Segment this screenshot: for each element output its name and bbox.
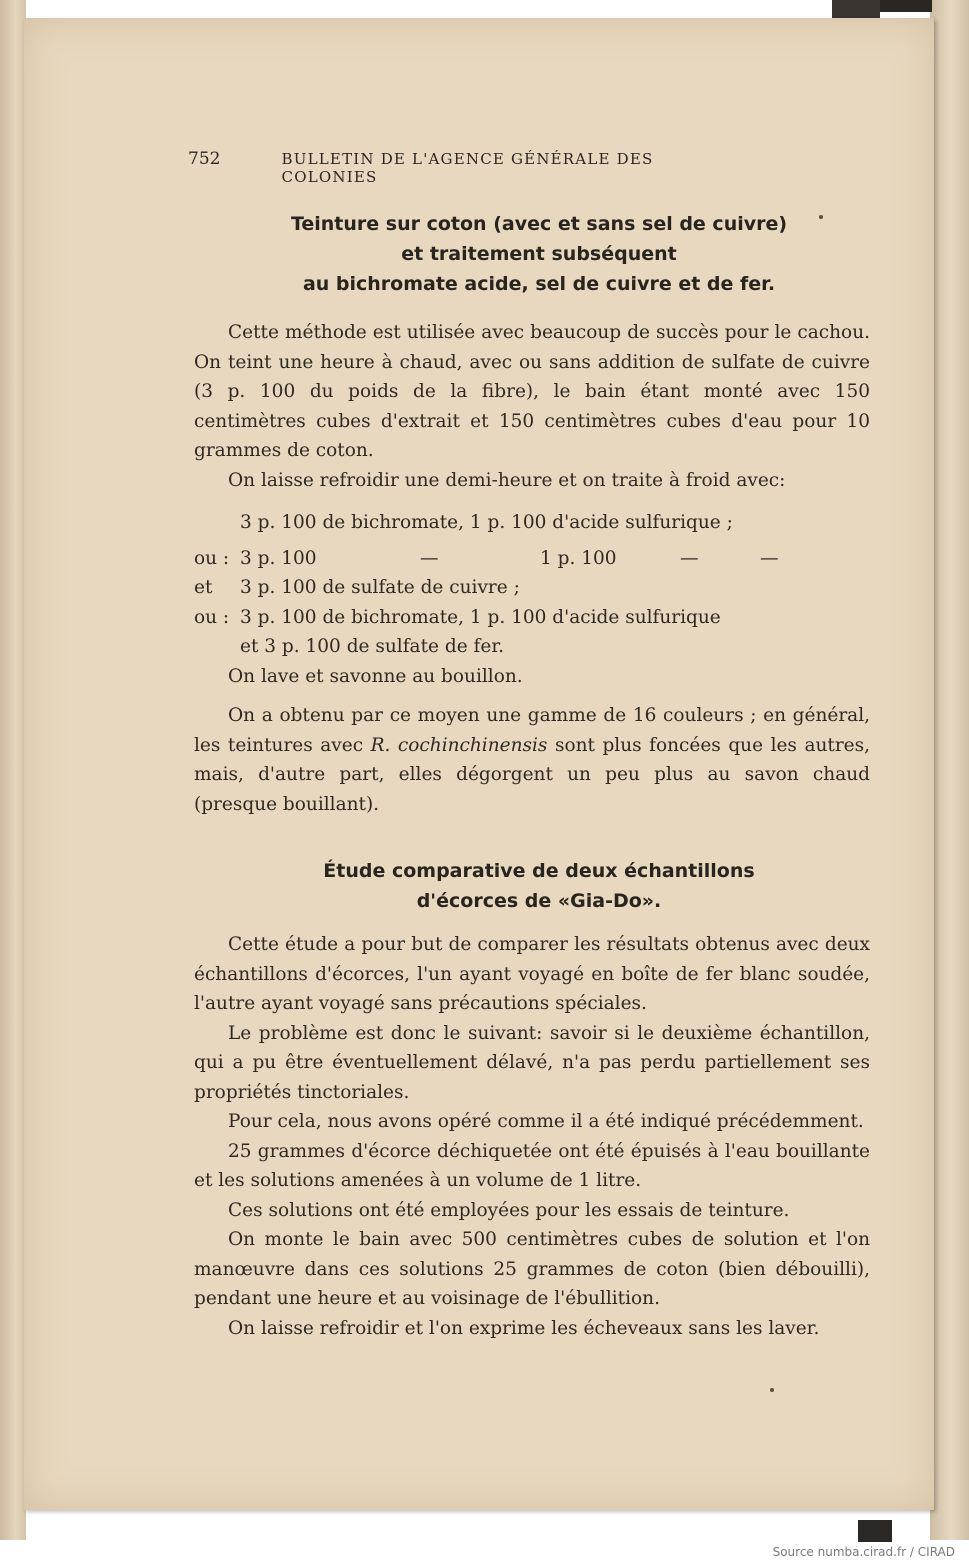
header-title: BULLETIN DE L'AGENCE GÉNÉRALE DES COLONIES [281,150,654,186]
species-name: R. cochinchinensis [370,734,548,756]
binding-corner-top-dark [880,0,932,12]
recipe-line-3-text: 3 p. 100 de sulfate de cuivre ; [240,577,520,598]
binding-corner-bottom [858,1520,892,1542]
section2-paragraph-4: 25 grammes d'écorce déchiquetée ont été épuisés à l'eau bouillante et les solutions amenées à un volume de 1 litre. [194,1140,870,1191]
section2-title-line-1: Étude comparative de deux échantillons [323,860,755,882]
recipe-line-6: On lave et savonne au bouillon. [228,665,523,687]
recipe-line-2-amount-1: 3 p. 100 [240,547,317,569]
section1-title-line-1: Teinture sur coton (avec et sans sel de cuivre) [290,213,788,235]
recipe-line-3-prefix: et [194,577,213,598]
section2-title [194,856,884,916]
section2-paragraph-5: Ces solutions ont été employées pour les essais de teinture. [228,1199,790,1221]
book-edge-left [0,0,26,1540]
recipe-line-5: et 3 p. 100 de sulfate de fer. [240,636,505,657]
section1-title-line-2: et traitement subséquent [401,243,677,265]
recipe-line-2-prefix: ou : [194,547,230,569]
section2-paragraph-1: Cette étude a pour but de comparer les résultats obtenus avec deux échantillons d'écorces, l'un ayant voyagé en boîte de fer blanc soudée, l'autre ayant voyagé sans précautions spéciales. [194,934,870,1014]
recipe-line-2-dash-1: — [420,547,439,569]
recipe-line-2-dash-3: — [760,547,779,569]
section1-paragraph-3 [194,701,870,819]
section2-paragraph-2: Le problème est donc le suivant: savoir si le deuxième échantillon, qui a pu être éventuellement délavé, n'a pas perdu partiellement ses propriétés tinctoriales. [194,1022,870,1103]
section1-title-line-3: au bichromate acide, sel de cuivre et de fer. [302,273,776,295]
section2-paragraph-7: On laisse refroidir et l'on exprime les écheveaux sans les laver. [228,1317,820,1339]
recipe-line-4-prefix: ou : [194,606,230,628]
recipe-line-2 [194,544,870,574]
print-speck [770,1388,774,1392]
section1-paragraph-1: Cette méthode est utilisée avec beaucoup de succès pour le cachou. On teint une heure à chaud, avec ou sans addition de sulfate de cuivre (3 p. 100 du poids de la fibre), le bain étant monté avec 150 centimètres cubes d'extrait et 150 centimètres cubes d'eau pour 10 grammes de coton. [194,322,870,461]
recipe-line-2-dash-2: — [680,547,699,569]
section2-paragraph-6: On monte le bain avec 500 centimètres cubes de solution et l'on manœuvre dans ces solutions 25 grammes de coton (bien débouilli), pendant une heure et au voisinage de l'ébullition. [194,1229,870,1309]
recipe-line-4 [194,603,870,633]
source-credit: Source numba.cirad.fr / CIRAD [772,1545,955,1559]
recipe-line-2-amount-2: 1 p. 100 [540,547,617,569]
recipe-line-4-text: 3 p. 100 de bichromate, 1 p. 100 d'acide sulfurique [240,606,721,628]
section2-title-line-2: d'écorces de «Gia-Do». [416,890,662,912]
page-number: 752 [188,149,221,169]
section2-body [194,930,870,1343]
section1-paragraph-3-end: sont plus foncées que les autres, mais, d'autre part, elles dégorgent un peu plus au savon chaud (presque bouillant). [194,734,870,815]
recipe-line-3 [194,573,870,603]
section1-body [194,318,870,495]
section2-paragraph-3: Pour cela, nous avons opéré comme il a été indiqué précédemment. [228,1111,864,1132]
recipe-list [194,508,870,691]
section1-title [194,209,884,299]
section1-paragraph-3-start: On a obtenu par ce moyen une gamme de 16 couleurs ; en général, les teintures avec [194,705,870,756]
scanned-page [24,18,934,1510]
section1-paragraph-2: On laisse refroidir une demi-heure et on traite à froid avec: [228,469,786,491]
book-edge-right [930,0,969,1540]
print-speck [819,215,823,219]
running-header [188,149,748,186]
recipe-line-1: 3 p. 100 de bichromate, 1 p. 100 d'acide sulfurique ; [240,512,733,533]
